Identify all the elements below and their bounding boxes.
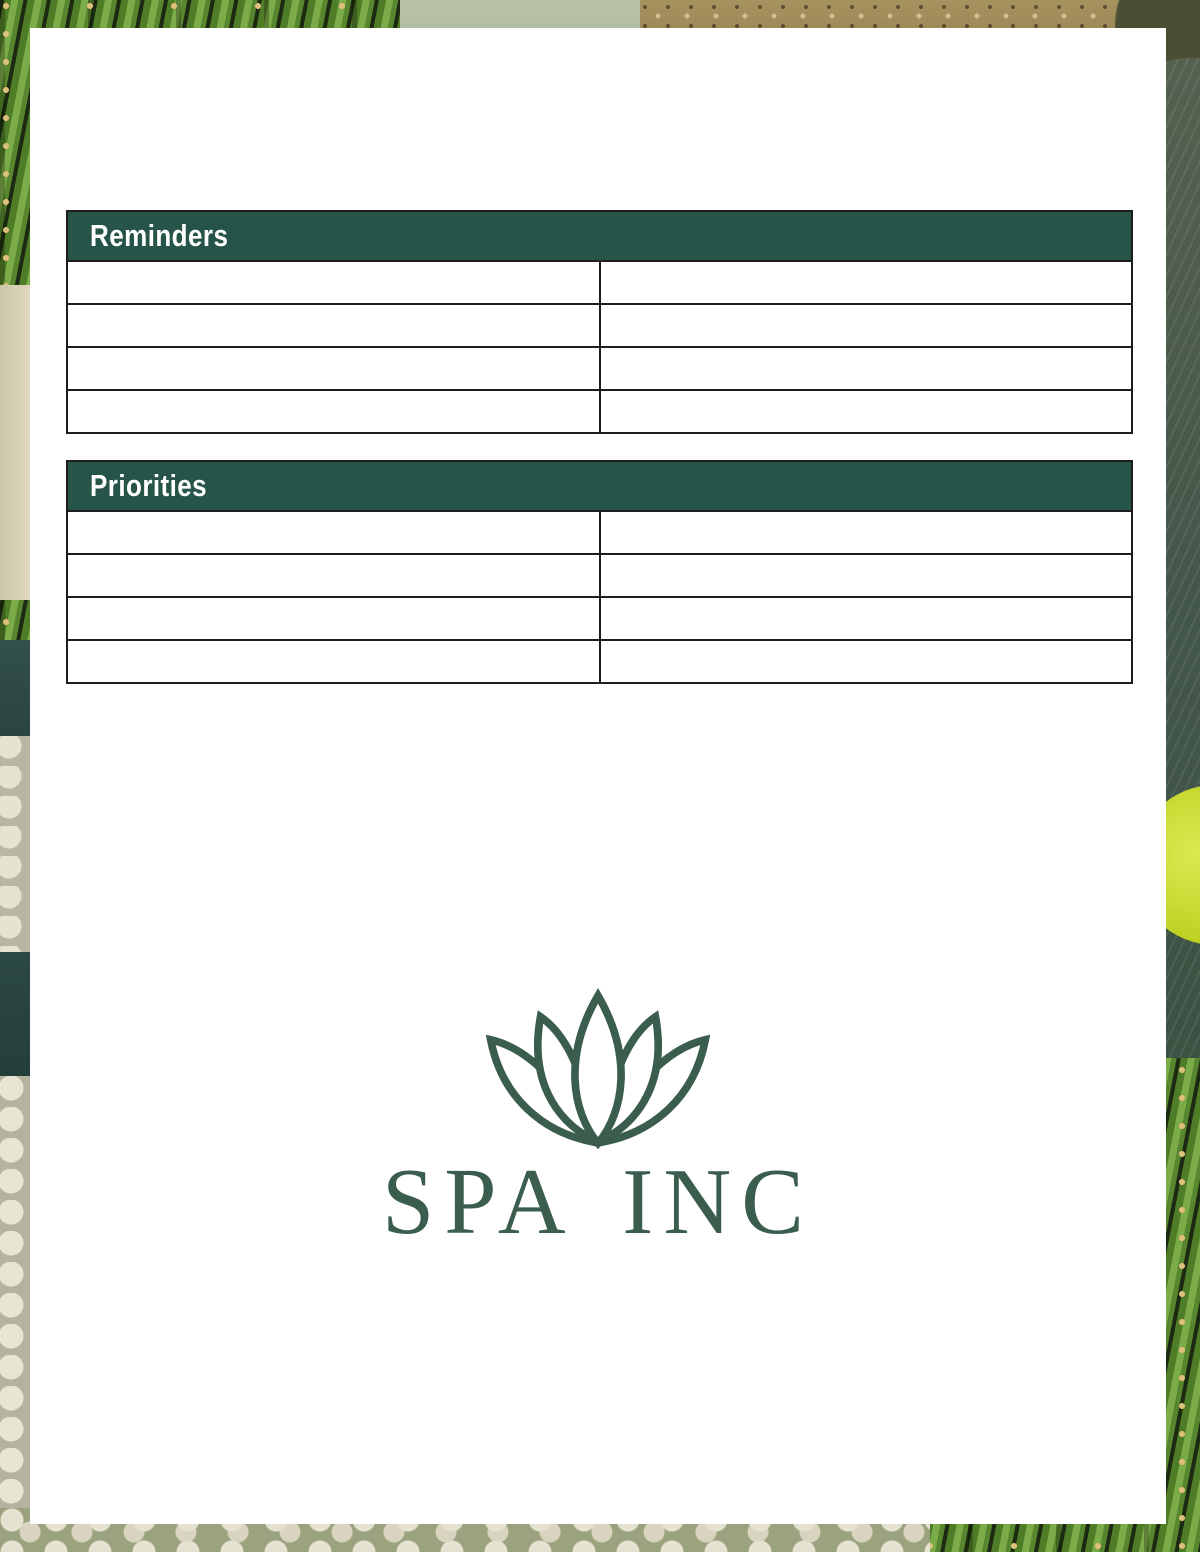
lotus-icon [483, 988, 713, 1149]
planner-page [30, 28, 1166, 1524]
priority-row [67, 640, 1132, 683]
priorities-header [67, 461, 1132, 511]
priority-row [67, 511, 1132, 554]
priority-entry-cell[interactable] [600, 511, 1133, 554]
reminder-entry-cell[interactable] [600, 304, 1133, 347]
reminder-entry-cell[interactable] [600, 390, 1133, 433]
priority-checkbox-cell[interactable] [67, 597, 600, 640]
priority-checkbox-cell[interactable] [67, 554, 600, 597]
reminder-row [67, 304, 1132, 347]
reminder-checkbox-cell[interactable] [67, 390, 600, 433]
reminders-table [66, 210, 1133, 434]
logo-text: SPA INC [381, 1150, 814, 1254]
priority-checkbox-cell[interactable] [67, 511, 600, 554]
priority-entry-cell[interactable] [600, 640, 1133, 683]
reminder-row [67, 261, 1132, 304]
reminder-checkbox-cell[interactable] [67, 261, 600, 304]
priority-row [67, 554, 1132, 597]
priority-row [67, 597, 1132, 640]
priority-checkbox-cell[interactable] [67, 640, 600, 683]
reminder-entry-cell[interactable] [600, 261, 1133, 304]
reminder-row [67, 390, 1132, 433]
reminders-header [67, 211, 1132, 261]
reminder-checkbox-cell[interactable] [67, 347, 600, 390]
brand-logo [30, 988, 1166, 1254]
reminder-entry-cell[interactable] [600, 347, 1133, 390]
priorities-table [66, 460, 1133, 684]
priorities-title: Priorities [90, 468, 208, 503]
priority-entry-cell[interactable] [600, 597, 1133, 640]
reminder-checkbox-cell[interactable] [67, 304, 600, 347]
priority-entry-cell[interactable] [600, 554, 1133, 597]
reminders-title: Reminders [90, 218, 229, 253]
reminder-row [67, 347, 1132, 390]
